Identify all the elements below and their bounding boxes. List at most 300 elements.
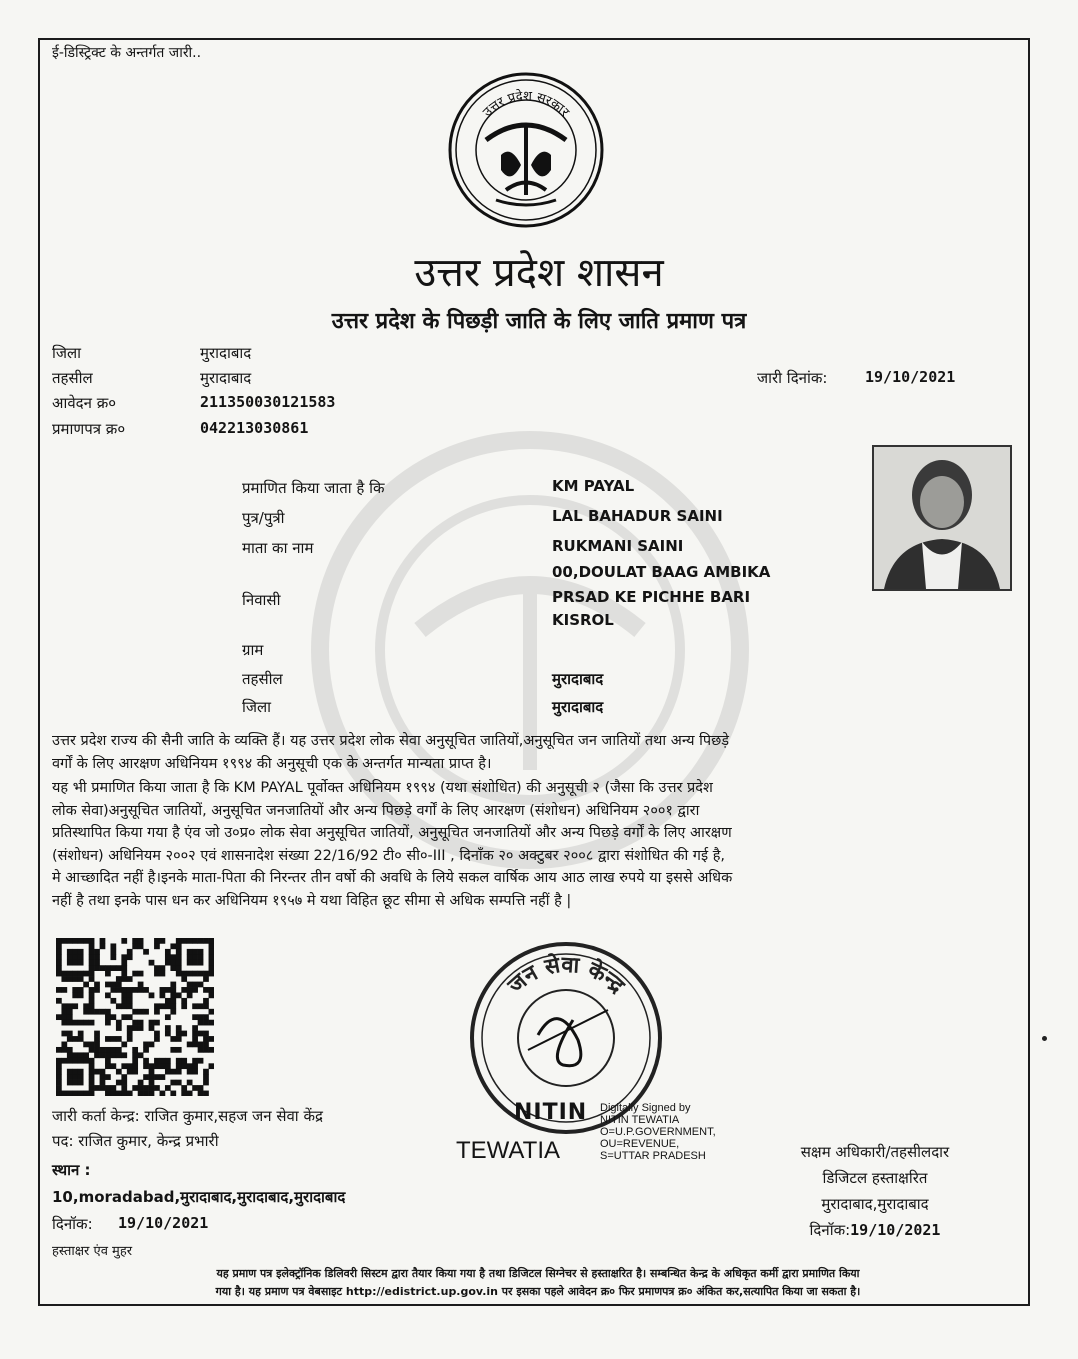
qr-module <box>61 938 67 944</box>
place-label: स्थान : <box>52 1161 91 1179</box>
qr-module <box>154 1058 160 1064</box>
qr-module <box>89 1047 95 1053</box>
applicant-photo <box>872 445 1012 591</box>
qr-module <box>67 1014 73 1020</box>
qr-module <box>105 1047 111 1053</box>
qr-module <box>132 943 138 949</box>
qr-module <box>83 1042 89 1048</box>
qr-module <box>209 1020 214 1026</box>
qr-module <box>138 982 144 988</box>
authority-date-label: दिनॉक: <box>809 1221 851 1239</box>
qr-module <box>149 1025 155 1031</box>
qr-module <box>94 965 100 971</box>
qr-module <box>61 1031 67 1037</box>
qr-module <box>72 949 78 955</box>
qr-module <box>181 1031 187 1037</box>
qr-module <box>127 1069 133 1075</box>
qr-code <box>56 938 214 1096</box>
qr-module <box>170 1009 176 1015</box>
qr-module <box>116 1069 122 1075</box>
qr-module <box>138 971 144 977</box>
qr-module <box>56 1074 62 1080</box>
qr-module <box>121 1014 127 1020</box>
qr-module <box>121 1085 127 1091</box>
qr-module <box>198 1031 204 1037</box>
qr-module <box>105 1036 111 1042</box>
qr-module <box>116 976 122 982</box>
qr-module <box>149 1069 155 1075</box>
qr-module <box>61 1009 67 1015</box>
qr-module <box>78 987 84 993</box>
qr-module <box>72 1091 78 1096</box>
qr-module <box>67 1047 73 1053</box>
qr-module <box>176 1058 182 1064</box>
qr-module <box>192 1031 198 1037</box>
qr-module <box>61 1047 67 1053</box>
qr-module <box>61 1042 67 1048</box>
qr-module <box>94 1036 100 1042</box>
qr-module <box>105 1058 111 1064</box>
qr-module <box>100 1009 106 1015</box>
issuer-date-label: दिनॉक: <box>52 1215 93 1233</box>
qr-module <box>67 1009 73 1015</box>
qr-module <box>198 982 204 988</box>
qr-module <box>170 1091 176 1096</box>
qr-module <box>143 1058 149 1064</box>
qr-module <box>83 1009 89 1015</box>
svg-text:जन सेवा केन्द्र: जन सेवा केन्द्र <box>503 952 629 999</box>
qr-module <box>83 1091 89 1096</box>
qr-module <box>209 954 214 960</box>
qr-module <box>176 1036 182 1042</box>
qr-module <box>138 1091 144 1096</box>
qr-module <box>192 1085 198 1091</box>
qr-module <box>143 1091 149 1096</box>
applicant-name: KM PAYAL <box>552 477 635 495</box>
qr-module <box>83 1003 89 1009</box>
qr-module <box>187 1069 193 1075</box>
qr-module <box>187 1091 193 1096</box>
father-name: LAL BAHADUR SAINI <box>552 507 723 525</box>
qr-module <box>160 987 166 993</box>
qr-module <box>110 1014 116 1020</box>
qr-module <box>132 1063 138 1069</box>
qr-module <box>89 1003 95 1009</box>
mother-label: माता का नाम <box>242 539 314 557</box>
qr-module <box>160 965 166 971</box>
qr-module <box>67 960 73 966</box>
qr-module <box>192 949 198 955</box>
qr-module <box>154 1063 160 1069</box>
qr-module <box>89 1042 95 1048</box>
qr-module <box>127 987 133 993</box>
tehsil-label: तहसील <box>52 369 93 387</box>
qr-module <box>154 965 160 971</box>
qr-module <box>149 1074 155 1080</box>
qr-module <box>56 971 62 977</box>
address-line-2: PRSAD KE PICHHE BARI <box>552 588 751 606</box>
qr-module <box>127 1036 133 1042</box>
qr-module <box>176 1063 182 1069</box>
qr-module <box>72 938 78 944</box>
svg-text:उत्तर प्रदेश सरकार: उत्तर प्रदेश सरकार <box>480 88 572 121</box>
qr-module <box>127 954 133 960</box>
qr-module <box>61 976 67 982</box>
qr-module <box>89 992 95 998</box>
issuing-center: जारी कर्ता केन्द्र: राजित कुमार,सहज जन सेवा केंद्र <box>52 1107 323 1125</box>
qr-module <box>127 976 133 982</box>
body-line: मे आच्छादित नहीं है।इनके माता-पिता की निरन्तर तीन वर्षो की अवधि के लिये सकल वार्षिक आय आठ लाख रुपये या इससे अधिक <box>52 870 733 886</box>
qr-module <box>132 1058 138 1064</box>
qr-module <box>198 954 204 960</box>
qr-module <box>203 1036 209 1042</box>
qr-module <box>67 1036 73 1042</box>
qr-module <box>154 1009 160 1015</box>
qr-module <box>154 938 160 944</box>
qr-module <box>83 1058 89 1064</box>
qr-module <box>121 987 127 993</box>
body-line: नहीं है तथा इनके पास धन कर अधिनियम १९५७ मे यथा विहित छूट सीमा से अधिक सम्पत्ति नहीं है | <box>52 892 572 909</box>
qr-module <box>181 987 187 993</box>
qr-module <box>110 982 116 988</box>
qr-module <box>116 987 122 993</box>
qr-module <box>132 1009 138 1015</box>
qr-module <box>170 954 176 960</box>
qr-module <box>160 1091 166 1096</box>
qr-module <box>121 1080 127 1086</box>
address-line-1: 00,DOULAT BAAG AMBIKA <box>552 563 771 581</box>
scan-dot <box>1042 1036 1047 1041</box>
qr-module <box>67 938 73 944</box>
qr-module <box>56 1047 62 1053</box>
qr-module <box>127 1014 133 1020</box>
resident-label: निवासी <box>242 591 281 609</box>
qr-module <box>165 1058 171 1064</box>
qr-module <box>149 960 155 966</box>
detail-tehsil-value: मुरादाबाद <box>552 670 604 688</box>
qr-module <box>187 1063 193 1069</box>
issuer-date: 19/10/2021 <box>118 1214 209 1232</box>
qr-module <box>187 949 193 955</box>
qr-module <box>89 1085 95 1091</box>
qr-module <box>176 965 182 971</box>
qr-module <box>56 960 62 966</box>
qr-module <box>94 1009 100 1015</box>
qr-module <box>149 1085 155 1091</box>
qr-module <box>165 1031 171 1037</box>
qr-module <box>116 1091 122 1096</box>
qr-module <box>110 1052 116 1058</box>
qr-module <box>78 1031 84 1037</box>
qr-module <box>94 1069 100 1075</box>
qr-module <box>198 1085 204 1091</box>
qr-module <box>127 1031 133 1037</box>
qr-module <box>83 1052 89 1058</box>
qr-module <box>154 1036 160 1042</box>
qr-module <box>105 982 111 988</box>
qr-module <box>121 976 127 982</box>
footer-line-2: गया है। यह प्रमाण पत्र वेबसाइट http://edistrict.up.gov.in पर इसका पहले आवेदन क्र० फिर प्रमाणपत्र क्र० अंकित कर,सत्यापित किया जा सकता है। <box>215 1285 861 1298</box>
qr-module <box>154 971 160 977</box>
qr-module <box>198 1014 204 1020</box>
qr-module <box>176 943 182 949</box>
qr-module <box>78 1058 84 1064</box>
qr-module <box>89 943 95 949</box>
qr-module <box>176 1069 182 1075</box>
qr-module <box>94 954 100 960</box>
qr-module <box>67 1091 73 1096</box>
qr-module <box>110 943 116 949</box>
qr-module <box>56 987 62 993</box>
qr-module <box>154 1085 160 1091</box>
qr-module <box>165 960 171 966</box>
detail-district-label: जिला <box>242 698 272 716</box>
qr-module <box>89 1058 95 1064</box>
qr-module <box>198 1003 204 1009</box>
signer-first-name: NITIN <box>514 1100 588 1125</box>
qr-module <box>176 992 182 998</box>
qr-module <box>187 938 193 944</box>
qr-module <box>89 960 95 966</box>
qr-module <box>154 1031 160 1037</box>
signature-line: OU=REVENUE, <box>600 1138 680 1150</box>
issuer-post: पद: राजित कुमार, केन्द्र प्रभारी <box>52 1132 219 1150</box>
footer-line-1: यह प्रमाण पत्र इलेक्ट्रॉनिक डिलिवरी सिस्टम द्वारा तैयार किया गया है तथा डिजिटल सिग्नेचर से हस्ताक्षरित है। सम्बन्धित केन्द्र के अधिकृत कर्मी द्वारा प्रमाणित किया <box>216 1267 860 1280</box>
qr-module <box>209 943 214 949</box>
qr-module <box>132 987 138 993</box>
qr-module <box>143 1074 149 1080</box>
qr-module <box>198 1058 204 1064</box>
qr-module <box>203 987 209 993</box>
qr-module <box>116 982 122 988</box>
qr-module <box>72 1036 78 1042</box>
signature-line: O=U.P.GOVERNMENT, <box>600 1126 716 1138</box>
qr-module <box>67 949 73 955</box>
qr-module <box>105 1052 111 1058</box>
qr-module <box>78 1052 84 1058</box>
qr-module <box>138 1085 144 1091</box>
qr-module <box>121 1074 127 1080</box>
body-line: प्रतिस्थापित किया गया है एंव जो उ०प्र० लोक सेवा अनुसूचित जातियों, अनुसूचित जनजातियों और अन्य पिछड़े वर्गों के लिए आरक्षण <box>52 825 732 841</box>
qr-module <box>67 1069 73 1075</box>
qr-module <box>121 960 127 966</box>
qr-module <box>143 1047 149 1053</box>
qr-module <box>149 1091 155 1096</box>
qr-module <box>176 954 182 960</box>
district-label: जिला <box>52 344 82 362</box>
qr-module <box>209 1063 214 1069</box>
qr-module <box>67 1031 73 1037</box>
qr-module <box>149 1020 155 1026</box>
qr-module <box>56 965 62 971</box>
qr-module <box>149 1080 155 1086</box>
qr-module <box>100 1080 106 1086</box>
signature-seal-label: हस्ताक्षर एंव मुहर <box>52 1244 133 1259</box>
qr-module <box>61 1058 67 1064</box>
qr-module <box>143 1009 149 1015</box>
qr-module <box>89 1069 95 1075</box>
qr-module <box>203 998 209 1004</box>
qr-module <box>72 987 78 993</box>
qr-module <box>56 1063 62 1069</box>
body-line: (संशोधन) अधिनियम २००२ एवं शासनादेश संख्या 22/16/92 टी० सी०-III , दिनाँक २० अक्टुबर २००८ द्वारा संशोधित की गई है, <box>52 847 726 864</box>
qr-module <box>192 1014 198 1020</box>
qr-module <box>209 987 214 993</box>
qr-module <box>56 943 62 949</box>
authority-digitally-signed: डिजिटल हस्ताक्षरित <box>822 1169 928 1187</box>
detail-district-value: मुरादाबाद <box>552 698 604 716</box>
qr-module <box>116 1047 122 1053</box>
qr-module <box>198 960 204 966</box>
authority-block <box>760 1139 990 1243</box>
qr-module <box>56 1069 62 1075</box>
qr-module <box>149 992 155 998</box>
qr-module <box>203 1069 209 1075</box>
qr-module <box>160 1003 166 1009</box>
qr-module <box>105 1020 111 1026</box>
qr-module <box>121 1091 127 1096</box>
qr-module <box>181 1085 187 1091</box>
body-line: उत्तर प्रदेश राज्य की सैनी जाति के व्यक्ति हैं। यह उत्तर प्रदेश लोक सेवा अनुसूचित जातियों,अनुसूचित जन जातियों तथा अन्य पिछड़े <box>52 733 730 749</box>
issue-date: 19/10/2021 <box>865 368 956 386</box>
qr-module <box>127 1025 133 1031</box>
qr-module <box>121 1003 127 1009</box>
qr-module <box>192 954 198 960</box>
qr-module <box>61 987 67 993</box>
qr-module <box>105 1063 111 1069</box>
qr-module <box>110 1085 116 1091</box>
qr-module <box>78 976 84 982</box>
qr-module <box>110 987 116 993</box>
qr-module <box>132 1052 138 1058</box>
qr-module <box>132 1025 138 1031</box>
qr-module <box>127 1091 133 1096</box>
qr-module <box>170 1003 176 1009</box>
qr-module <box>127 1003 133 1009</box>
qr-module <box>121 954 127 960</box>
qr-module <box>72 976 78 982</box>
qr-module <box>127 949 133 955</box>
qr-module <box>192 1036 198 1042</box>
qr-module <box>89 998 95 1004</box>
qr-module <box>165 949 171 955</box>
qr-module <box>89 1009 95 1015</box>
body-line: वर्गों के लिए आरक्षण अधिनियम १९९४ की अनुसूची एक के अन्तर्गत मान्यता प्राप्त है। <box>52 755 492 772</box>
qr-module <box>67 976 73 982</box>
qr-module <box>67 971 73 977</box>
qr-module <box>105 1085 111 1091</box>
qr-module <box>187 987 193 993</box>
qr-module <box>176 1031 182 1037</box>
address-line-3: KISROL <box>552 611 614 629</box>
qr-module <box>116 1052 122 1058</box>
qr-module <box>100 938 106 944</box>
qr-module <box>89 1080 95 1086</box>
qr-module <box>181 1063 187 1069</box>
qr-module <box>110 1036 116 1042</box>
mother-name: RUKMANI SAINI <box>552 537 684 555</box>
qr-module <box>94 1042 100 1048</box>
qr-module <box>154 943 160 949</box>
qr-module <box>160 992 166 998</box>
qr-module <box>72 1003 78 1009</box>
qr-module <box>192 938 198 944</box>
signer-surname: TEWATIA <box>456 1137 560 1164</box>
qr-module <box>165 1063 171 1069</box>
qr-module <box>181 1091 187 1096</box>
qr-module <box>78 1036 84 1042</box>
qr-module <box>72 1020 78 1026</box>
up-emblem-logo <box>446 70 606 230</box>
digital-signature-details <box>600 1102 716 1162</box>
qr-module <box>192 1003 198 1009</box>
qr-module <box>203 1014 209 1020</box>
qr-module <box>89 1020 95 1026</box>
qr-module <box>78 971 84 977</box>
qr-module <box>56 1085 62 1091</box>
qr-module <box>72 960 78 966</box>
qr-module <box>132 1047 138 1053</box>
qr-module <box>94 1047 100 1053</box>
qr-module <box>187 992 193 998</box>
qr-module <box>56 998 62 1004</box>
qr-module <box>203 1074 209 1080</box>
qr-module <box>78 1020 84 1026</box>
qr-module <box>121 998 127 1004</box>
qr-module <box>100 943 106 949</box>
qr-module <box>138 1025 144 1031</box>
qr-module <box>116 1080 122 1086</box>
qr-module <box>56 954 62 960</box>
qr-module <box>154 1074 160 1080</box>
qr-module <box>203 1080 209 1086</box>
qr-module <box>209 1036 214 1042</box>
qr-module <box>187 1042 193 1048</box>
qr-module <box>132 1020 138 1026</box>
qr-module <box>160 971 166 977</box>
qr-module <box>121 1042 127 1048</box>
qr-module <box>138 987 144 993</box>
qr-module <box>170 987 176 993</box>
qr-module <box>100 1069 106 1075</box>
qr-module <box>89 987 95 993</box>
qr-module <box>181 971 187 977</box>
qr-module <box>170 1069 176 1075</box>
qr-module <box>100 1085 106 1091</box>
application-number-label: आवेदन क्र० <box>52 394 117 412</box>
qr-module <box>78 949 84 955</box>
qr-module <box>105 1009 111 1015</box>
qr-module <box>138 1080 144 1086</box>
qr-module <box>143 1042 149 1048</box>
qr-module <box>78 1069 84 1075</box>
qr-module <box>89 938 95 944</box>
qr-module <box>170 965 176 971</box>
qr-module <box>94 1052 100 1058</box>
qr-module <box>149 1042 155 1048</box>
qr-module <box>176 960 182 966</box>
qr-module <box>105 1014 111 1020</box>
qr-module <box>170 943 176 949</box>
qr-module <box>110 1091 116 1096</box>
qr-module <box>116 965 122 971</box>
certificate-subtitle: उत्तर प्रदेश के पिछड़ी जाति के लिए जाति प्रमाण पत्र <box>331 309 747 334</box>
qr-module <box>61 1020 67 1026</box>
qr-module <box>176 938 182 944</box>
qr-module <box>132 1069 138 1075</box>
qr-module <box>121 1052 127 1058</box>
qr-module <box>209 938 214 944</box>
